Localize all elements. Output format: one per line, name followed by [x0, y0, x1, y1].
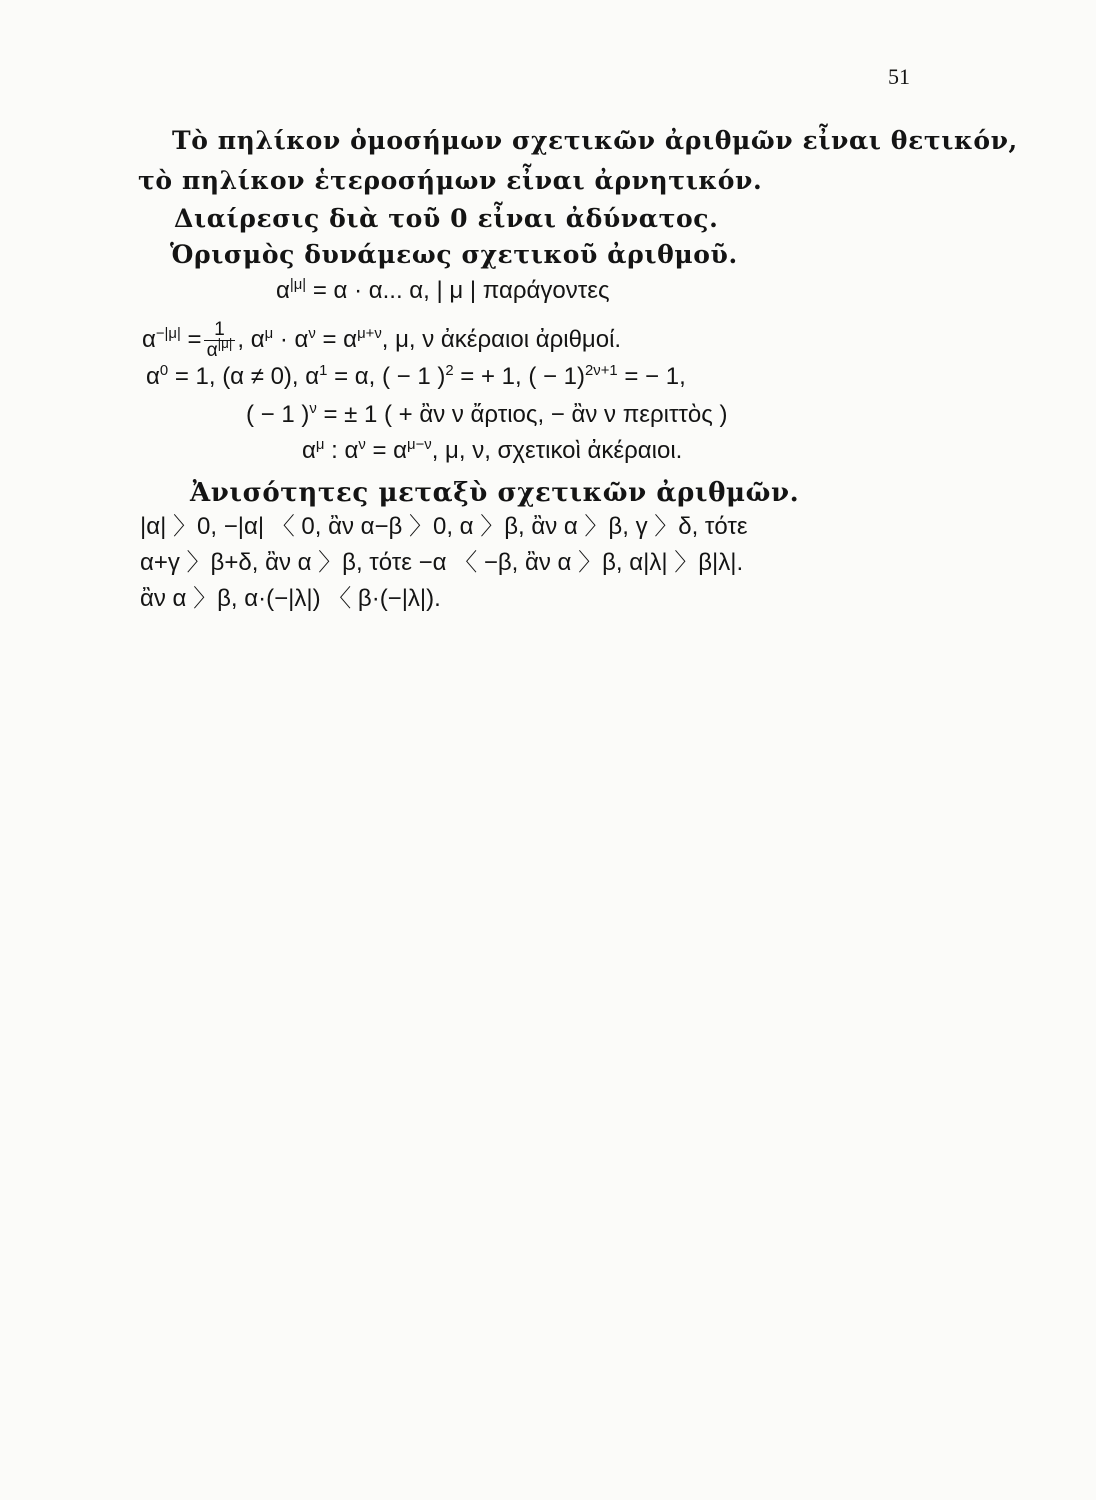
text-line-1: Τὸ πηλίκον ὁμοσήμων σχετικῶν ἀριθμῶν εἶναι θετικόν, [172, 126, 1018, 155]
text-line-3: Διαίρεσις διὰ τοῦ 0 εἶναι ἀδύνατος. [174, 204, 719, 233]
fraction: $\frac{1}{\alpha^{|\mu|}}$ [204, 320, 236, 361]
text-line-2: τὸ πηλίκον ἑτεροσήμων εἶναι ἀρνητικόν. [138, 166, 763, 195]
section-heading-inequalities: Ἀνισότητες μεταξὺ σχετικῶν ἀριθμῶν. [190, 478, 800, 508]
inequality-line-1: |α| 〉0, −|α| 〈 0, ἂν α−β 〉0, α 〉β, ἂν α 〉β, γ 〉δ, τότε [140, 513, 748, 540]
formula-minus-one-power: ( − 1 )$^\nu$ = ± 1 ( + ἂν ν ἄρτιος, − ἂν ν περιττὸς ) [246, 401, 728, 428]
section-heading-powers: Ὁρισμὸς δυνάμεως σχετικοῦ ἀριθμοῦ. [170, 240, 738, 269]
formula-division-powers: $\alpha^\mu$ : $\alpha^\nu = \alpha^{\mu-\nu}$, μ, ν, σχετικοὶ ἀκέραιοι. [302, 437, 683, 464]
formula-negative-exponent: $\alpha^{-|\mu|}$ = $\frac{1}{\alpha^{|\mu|}}$ , $\alpha^\mu \cdot \alpha^\nu = \alpha^{\mu+\nu}$, μ, ν ἀκέραιοι ἀριθμοί. [142, 319, 622, 362]
formula-special-powers: $\alpha^0 = 1$, (α ≠ 0), $\alpha^1 = \alpha$, ( − 1 )$^2$ = + 1, ( − 1)$^{2\nu+1}$ = − 1, [146, 363, 686, 390]
inequality-line-2: α+γ 〉β+δ, ἂν α 〉β, τότε −α 〈 −β, ἂν α 〉β, α|λ| 〉β|λ|. [140, 549, 744, 576]
formula-power-definition: $\alpha^{|\mu|} = \alpha \cdot \alpha$... α, | μ | παράγοντες [276, 277, 610, 304]
page-number: 51 [888, 64, 910, 89]
inequality-line-3: ἂν α 〉β, α·(−|λ|) 〈 β·(−|λ|). [140, 585, 441, 612]
